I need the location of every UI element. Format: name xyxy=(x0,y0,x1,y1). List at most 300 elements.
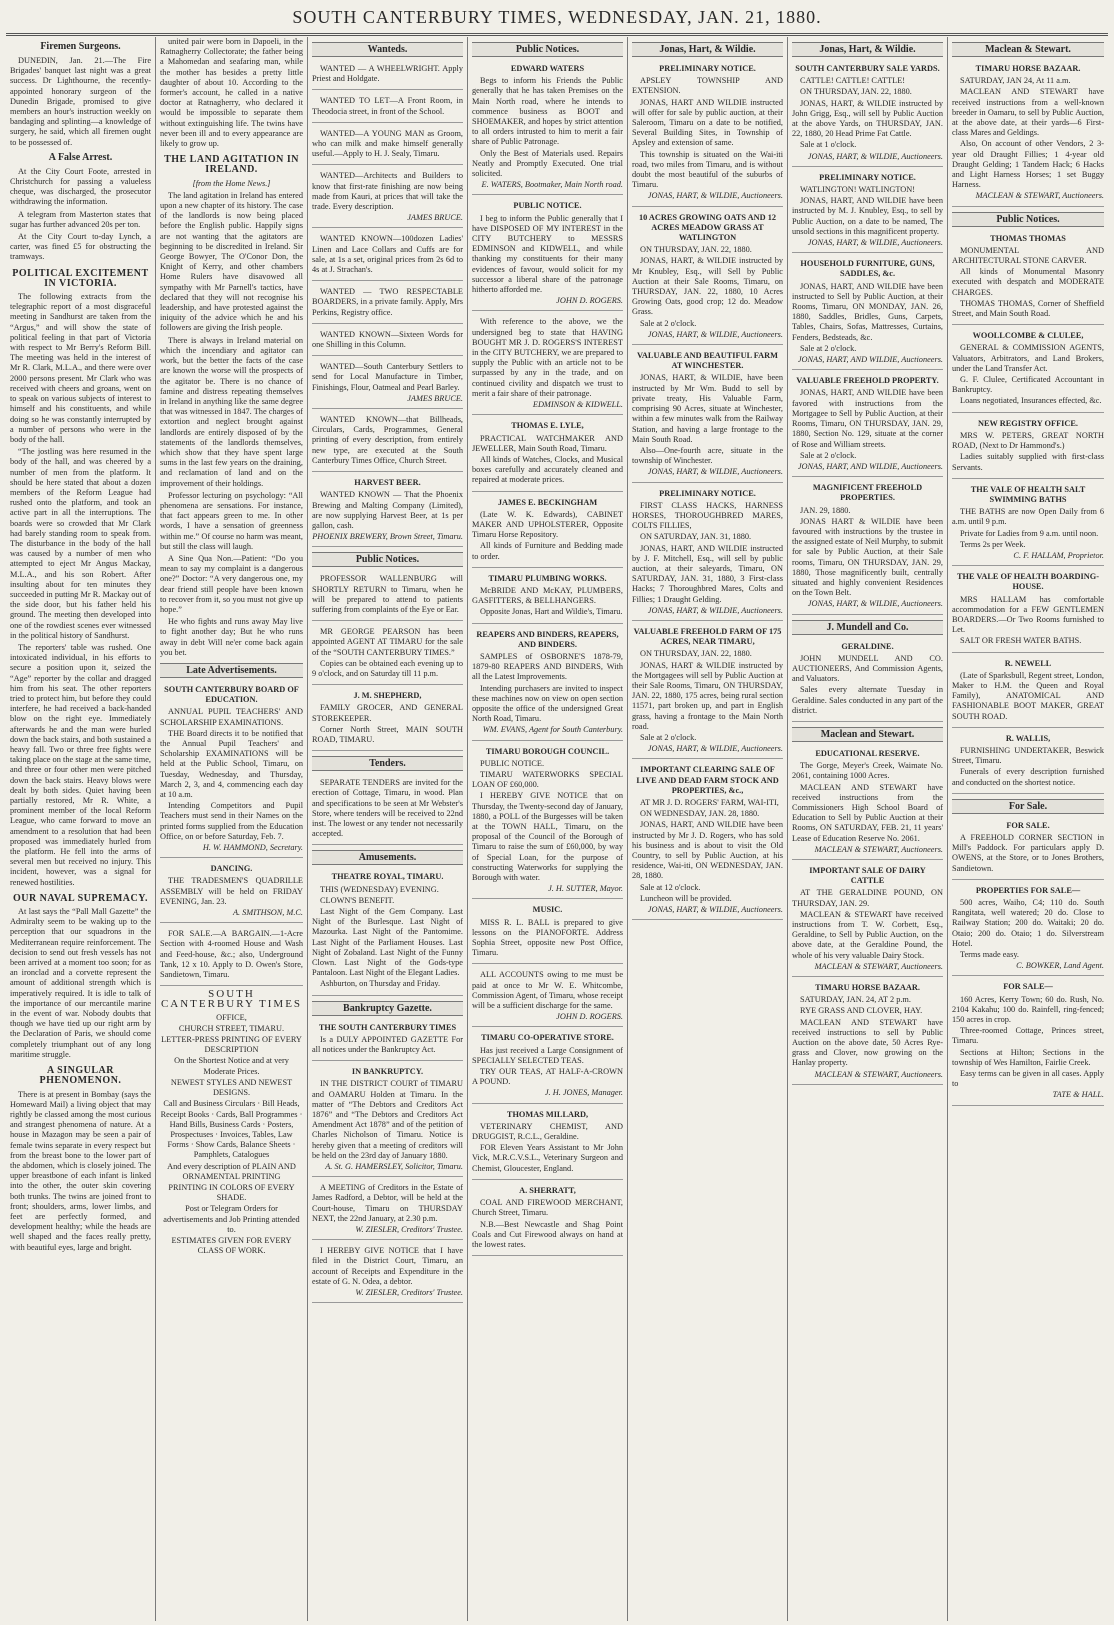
ad-body-text: Three-roomed Cottage, Princes street, Timaru. xyxy=(952,1026,1104,1046)
column-7 xyxy=(948,37,1108,1621)
ad-body-text: RYE GRASS AND CLOVER, HAY. xyxy=(800,1006,923,1016)
ad-body-text: ON WEDNESDAY, JAN. 28, 1880. xyxy=(640,809,760,819)
ad-body-text: Sales every alternate Tuesday in Geraldine. Sales conducted in any part of the district. xyxy=(792,685,943,715)
advertisement xyxy=(472,902,623,964)
ad-body-text: WANTED—South Canterbury Settlers to send for Local Manufacture in Timber, Finishings, Flour, Oatmeal and Pearl Barley. xyxy=(312,362,463,392)
section-header: Amusements. xyxy=(312,850,463,865)
ad-body-text: Copies can be obtained each evening up to 9 o'clock, and on Saturday till 11 p.m. xyxy=(312,658,463,678)
ad-title: JAMES E. BECKINGHAM xyxy=(497,497,598,507)
ad-body-text: TIMARU WATERWORKS SPECIAL LOAN OF £60,000. xyxy=(472,769,623,790)
ad-body-text: COAL AND FIREWOOD MERCHANT, Church Street, Timaru. xyxy=(472,1198,623,1218)
column-4 xyxy=(468,37,628,1621)
ad-body-text: Is a DULY APPOINTED GAZETTE For all notices under the Bankruptcy Act. xyxy=(312,1034,463,1055)
ad-signature: A. St. G. HAMERSLEY, Solicitor, Timaru. xyxy=(325,1162,463,1172)
ad-signature: J. H. SUTTER, Mayor. xyxy=(548,884,623,894)
ad-title: PRELIMINARY NOTICE. xyxy=(819,172,916,182)
column-6 xyxy=(788,37,948,1621)
ad-body-text: WANTED—Architects and Builders to know that first-rate finishing are now being made from Kauri, at prices that will take the trade. Every description. xyxy=(312,171,463,212)
advertisement xyxy=(160,861,303,923)
ad-body-text: 500 acres, Waiho, C4; 110 do. South Rangitata, well watered; 20 do. Close to Railway Station; 200 do. Waitaki; 20 do. Otaio; 200 do. Otaio; 1 do. Silverstream Hotel. xyxy=(952,898,1104,948)
ad-body-text: MACLEAN AND STEWART have received instructions from a well-known breeder in Oamaru, to sell by Public Auction, at the above date, at their yards—6 First-class Mares and Geldings. xyxy=(952,87,1104,138)
ad-body-text: Sections at Hilton; Sections in the township of Wes Hamilton, Fairlie Creek. xyxy=(952,1047,1104,1067)
advertisement xyxy=(472,418,623,491)
ad-body-text: Ladies suitably supplied with first-class Servants. xyxy=(952,452,1104,472)
ad-body-text: JONAS, HART, AND WILDIE have been instructed by M. J. Knubley, Esq., to sell by Public Auction, on a date to be named, The unsold sections in this magnificent property. xyxy=(792,196,943,236)
ad-title: WOOLLCOMBE & CLULEE, xyxy=(972,331,1084,341)
section-header: J. Mundell and Co. xyxy=(792,620,943,635)
ad-body-text: FIRST CLASS HACKS, HARNESS HORSES, THOROUGHBRED MARES, COLTS FILLIES, xyxy=(632,500,783,531)
ad-title: MUSIC. xyxy=(532,905,563,915)
ad-body-text: With reference to the above, we the undersigned beg to state that HAVING BOUGHT MR J. D. ROGERS'S INTEREST in the CITY BUTCHERY, we are prepared to supply the Public with an article not to be surpassed by any in the trade, and on continued civility and dispatch we trust to merit a fair share of their patronage. xyxy=(472,317,623,398)
ad-body-text: WATLINGTON! WATLINGTON! xyxy=(800,185,915,195)
advertisement xyxy=(632,762,783,920)
section-header: Tenders. xyxy=(312,756,463,771)
advertisement xyxy=(472,744,623,900)
ad-body-text: Corner North Street, MAIN SOUTH ROAD, TIMARU. xyxy=(312,724,463,744)
advertisement xyxy=(472,495,623,568)
ad-body-text: CATTLE! CATTLE! CATTLE! xyxy=(800,76,906,86)
centered-line: On the Shortest Notice and at very Moderate Prices. xyxy=(174,1056,289,1076)
ad-body-text: Terms made easy. xyxy=(960,950,1020,960)
masthead-rule xyxy=(6,33,1108,34)
ad-body-text: A MEETING of Creditors in the Estate of James Radford, a Debtor, will be held at the Court-house, Timaru on THURSDAY NEXT, the 22nd January, at 2.30 p.m. xyxy=(312,1183,463,1223)
article-paragraph: The land agitation in Ireland has entered upon a new chapter of its history. The case of the landlords is now being placed before the English public. Happily signs are not wanting that the agitators are beginning to be discredited in Ireland. Sir George Bowyer, The O'Conor Don, the Knight of Kerry, and other chambers Home Rulers have disavowed all sympathy with Mr Parnell's tactics, have declared that they will not recognise his leadership, and have protested against the iniquity of the advice which he and his followers are giving the Irish people. xyxy=(160,190,303,333)
advertisement xyxy=(312,284,463,324)
advertisement xyxy=(312,475,463,547)
article-headline: POLITICAL EXCITEMENT IN VICTORIA. xyxy=(12,267,149,289)
ad-body-text: All kinds of Furniture and Bedding made to order. xyxy=(472,541,623,561)
ad-signature: JONAS, HART, & WILDIE, Auctioneers. xyxy=(807,151,943,161)
advertisement xyxy=(312,1020,463,1062)
ad-title: THE VALE OF HEALTH BOARDING-HOUSE. xyxy=(956,572,1099,592)
ad-body-text: This township is situated on the Wai-iti road, two miles from Timaru, and is without doubt the most beautiful of the suburbs of Timaru. xyxy=(632,149,783,190)
ad-body-text: IN THE DISTRICT COURT of TIMARU and OAMARU Holden at Timaru. In the matter of “The Debtors and Creditors Act 1876” and “The Debtors and Creditors Act Amendment Act 1878” and of the petition of Charles Nicholson of Timaru. Notice is hereby given that a meeting of creditors will be held on the 23rd day of January 1880. xyxy=(312,1079,463,1160)
ad-body-text: MACLEAN AND STEWART have received instructions from the Commissioners High School Board of Education to Sell by Public Auction at their Rooms, ON SATURDAY, FEB. 21, 11 years' Lease of Education Reserve No. 2061. xyxy=(792,782,943,843)
ad-body-text: Begs to inform his Friends the Public generally that he has taken Premises on the Main North road, where he intends to commence business as BOOT and SHOEMAKER, and hopes by strict attention to all orders intrusted to him to merit a fair share of Public Patronage. xyxy=(472,76,623,147)
advertisement xyxy=(472,1107,623,1180)
advertisement xyxy=(472,1030,623,1103)
ad-title: PROPERTIES FOR SALE— xyxy=(975,885,1081,895)
ad-title: R. NEWELL xyxy=(1004,658,1052,668)
advertisement xyxy=(952,231,1104,326)
column-2 xyxy=(156,37,308,1621)
ad-title: THE VALE OF HEALTH SALT SWIMMING BATHS xyxy=(970,484,1086,504)
ad-title: J. M. SHEPHERD, xyxy=(353,691,422,701)
ad-body-text: Only the Best of Materials used. Repairs Neatly and Promptly Executed. One trial solicited. xyxy=(472,148,623,179)
ad-title: PRELIMINARY NOTICE. xyxy=(659,488,756,498)
ad-body-text: JONAS, HART, & WILDIE instructed by John Grigg, Esq., will sell by Public Auction at the above Yards, on THURSDAY, JAN. 22, 1880, 20 Head Prime Fat Cattle. xyxy=(792,98,943,139)
ad-title: PRELIMINARY NOTICE. xyxy=(659,64,756,73)
ad-signature: JOHN D. ROGERS. xyxy=(556,1012,623,1022)
advertisement xyxy=(792,980,943,1085)
column-5 xyxy=(628,37,788,1621)
ad-signature: EDMINSON & KIDWELL. xyxy=(532,400,623,410)
ad-title: THE SOUTH CANTERBURY TIMES xyxy=(318,1022,457,1032)
advertisement xyxy=(312,231,463,281)
advertisement xyxy=(632,348,783,482)
ad-body-text: Private for Ladies from 9 a.m. until noon. xyxy=(960,528,1099,538)
advertisement xyxy=(952,883,1104,977)
ad-body-text: Loans negotiated, Insurances effected, &c. xyxy=(960,396,1102,406)
ad-body-text: JONAS, HART, AND WILDIE have been instructed to Sell by Public Auction, at their Rooms, Timaru, ON MONDAY, JAN. 26, 1880, Saddles, Bridles, Guns, Carpets, Tables, Chairs, Sofas, Mattresses, Curtains, Fenders, Bedsteads, &c. xyxy=(792,281,943,342)
advertisement xyxy=(952,482,1104,566)
ad-body-text: WANTED KNOWN—100dozen Ladies' Linen and Lace Collars and Cuffs are for sale, at 1s a set, original prices from 2s 6d to 4s at J. Strachan's. xyxy=(312,234,463,275)
ad-body-text: Intending purchasers are invited to inspect these machines now on view on open section opposite the office of the undersigned Great North Road, Timaru. xyxy=(472,683,623,724)
ad-body-text: N.B.—Best Newcastle and Shag Point Coals and Cut Firewood always on hand at the lowest rates. xyxy=(472,1219,623,1249)
column-1 xyxy=(6,37,156,1621)
ad-body-text: PUBLIC NOTICE. xyxy=(480,758,545,768)
article-paragraph: united pair were born in Dapoeli, in the Ratnagherry Collectorate; the father being a Mahomedan and seafaring man, while the mother has besides a pretty little daughter of about 10. According to the former's account, he called in a native doctor at Ratnagherry, who declared it would be impossible to separate them without extinguishing life. The twins have never been ill and to every appearance are likely to grow up. xyxy=(160,37,303,149)
ad-body-text: SALT OR FRESH WATER BATHS. xyxy=(960,636,1082,646)
ad-body-text: Terms 2s per Week. xyxy=(960,539,1026,549)
ad-signature: JAMES BRUCE. xyxy=(407,213,463,223)
ad-body-text: Luncheon will be provided. xyxy=(640,893,732,903)
ad-title: MAGNIFICENT FREEHOLD PROPERTIES. xyxy=(812,483,923,503)
article-paragraph: Professor lecturing on psychology: “All phenomena are sensations. For instance, that fact appears green to me. In other words, I have a sensation of greenness within me.” Of course no harm was meant, but still the class will laugh. xyxy=(160,490,303,551)
ad-body-text: MACLEAN & STEWART have received instructions from T. W. Corbett, Esq., Geraldine, to Sell by Public Auction, on the above date, at the Geraldine Pound, the whole of his very valuable Dairy Stock. xyxy=(792,909,943,960)
ad-signature: JONAS, HART, & WILDIE, Auctioneers. xyxy=(807,599,943,609)
centered-line: CHURCH STREET, TIMARU. xyxy=(178,1023,285,1033)
ad-body-text: WANTED KNOWN—that Billheads, Circulars, Cards, Programmes, General printing of every description, from entirely new type, are executed at the South Canterbury Times Office, Church Street. xyxy=(312,415,463,465)
ad-title: IMPORTANT CLEARING SALE OF LIVE AND DEAD FARM STOCK AND PROPERTIES, &c., xyxy=(636,765,779,795)
ad-signature: MACLEAN & STEWART, Auctioneers. xyxy=(814,1069,943,1079)
ad-title: R. WALLIS, xyxy=(1005,733,1051,743)
ad-body-text: ON THURSDAY, JAN. 22, 1880. xyxy=(640,245,752,255)
ad-body-text: WANTED—A YOUNG MAN as Groom, who can milk and make himself generally useful.—Apply to H. J. Sealy, Timaru. xyxy=(312,128,463,159)
ad-body-text: Easy terms can be given in all cases. Apply to xyxy=(952,1069,1104,1089)
ad-body-text: G. F. Clulee, Certificated Accountant in Bankruptcy. xyxy=(952,375,1104,395)
ad-signature: JONAS, HART, & WILDIE, Auctioneers. xyxy=(647,191,783,201)
ad-body-text: Sale at 12 o'clock. xyxy=(640,882,701,892)
ad-title: TIMARU PLUMBING WORKS. xyxy=(488,573,607,583)
section-header: Late Advertisements. xyxy=(160,663,303,678)
ad-body-text: MR GEORGE PEARSON has been appointed AGENT AT TIMARU for the sale of the “SOUTH CANTERBURY TIMES.” xyxy=(312,627,463,657)
ad-signature: WM. EVANS, Agent for South Canterbury. xyxy=(482,725,623,735)
advertisement xyxy=(792,170,943,253)
centered-line: NEWEST STYLES AND NEWEST DESIGNS. xyxy=(170,1077,293,1098)
ad-title: NEW REGISTRY OFFICE. xyxy=(978,418,1078,428)
ad-body-text: WANTED — TWO RESPECTABLE BOARDERS, in a private family. Apply, Mrs Perkins, Registry office. xyxy=(312,287,463,317)
ad-body-text: GENERAL & COMMISSION AGENTS, Valuators, Arbitrators, and Land Brokers, under the Land Transfer Act. xyxy=(952,343,1104,373)
advertisement xyxy=(792,863,943,977)
ad-body-text: Also, On account of other Vendors, 2 3-year old Draught Fillies; 1 4-year old Draught Gelding; 1 Tandem Hack; 6 Hacks and Light Harness Horses; 1 set Buggy Harness. xyxy=(952,139,1104,190)
article-paragraph: A telegram from Masterton states that sugar has further advanced 20s per ton. xyxy=(10,209,151,229)
ad-signature: JONAS, HART, & WILDIE, Auctioneers. xyxy=(647,329,783,339)
ad-title: TIMARU CO-OPERATIVE STORE. xyxy=(481,1033,614,1043)
ad-title: REAPERS AND BINDERS, REAPERS, AND BINDERS. xyxy=(476,629,619,649)
ad-body-text: AT MR J. D. ROGERS' FARM, WAI-ITI, xyxy=(640,798,779,807)
advertisement xyxy=(472,967,623,1027)
ad-signature: MACLEAN & STEWART, Auctioneers. xyxy=(814,844,943,854)
advertisement xyxy=(312,775,463,845)
advertisement xyxy=(312,412,463,472)
ad-signature: J. H. JONES, Manager. xyxy=(544,1088,623,1098)
advertisement xyxy=(160,682,303,858)
section-header: Maclean & Stewart. xyxy=(952,42,1104,57)
ad-body-text: All kinds of Watches, Clocks, and Musical boxes carefully and accurately cleaned and repaired at moderate prices. xyxy=(472,454,623,485)
ad-body-text: A FREEHOLD CORNER SECTION in Mill's Paddock. For particulars apply D. OWENS, at the Store, or to Jones Brothers, Sandietown. xyxy=(952,832,1104,873)
ad-body-text: MRS HALLAM has comfortable accommodation for a FEW GENTLEMEN BOARDERS.—Or Two Rooms furnished to Let. xyxy=(952,594,1104,635)
advertisement xyxy=(472,61,623,195)
advertisement xyxy=(312,168,463,228)
ad-body-text: JONAS, HART, AND WILDIE instructed by J. F. Mitchell, Esq., will sell by public auction, at their saleyards, Timaru, ON SATURDAY, JAN. 31, 1880, 3 First-class Hacks; 7 Thoroughbred Mares, Colts and Fillies; 1 Draught Gelding. xyxy=(632,543,783,604)
ad-body-text: WANTED TO LET—A Front Room, in Theodocia street, in front of the School. xyxy=(312,96,463,116)
ad-body-text: Sale at 2 o'clock. xyxy=(640,732,697,742)
advertisement xyxy=(312,571,463,621)
section-header: Public Notices. xyxy=(952,212,1104,227)
ad-body-text: Last Night of the Gem Company. Last Night of the Burlesque. Last Night of Mazourka. Last Night of the Pantomime. Last Night of the Parliament Houses. Last Night of Zobaland. Last Night of the Funny Clown. Last Night of the Gods-type Pantaloon. Last Night of the Elegant Ladies. xyxy=(312,906,463,978)
section-header: Maclean and Stewart. xyxy=(792,727,943,742)
ad-body-text: ANNUAL PUPIL TEACHERS' AND SCHOLARSHIP EXAMINATIONS. xyxy=(160,707,303,727)
ad-body-text: ON THURSDAY, JAN. 22, 1880. xyxy=(640,649,752,659)
ad-signature: JONAS, HART, & WILDIE, Auctioneers. xyxy=(647,605,783,615)
advertisement xyxy=(312,1064,463,1177)
ad-signature: JOHN D. ROGERS. xyxy=(556,296,623,306)
ad-body-text: Has just received a Large Consignment of SPECIALLY SELECTED TEAS. xyxy=(472,1045,623,1065)
ad-body-text: Ashburton, on Thursday and Friday. xyxy=(320,979,441,989)
advertisement xyxy=(952,416,1104,479)
ad-body-text: Sale at 2 o'clock. xyxy=(800,343,857,353)
ad-title: THOMAS MILLARD, xyxy=(506,1109,589,1119)
ad-signature: JONAS, HART, AND WILDIE, Auctioneers. xyxy=(797,461,943,471)
ad-signature: TATE & HALL. xyxy=(1052,1090,1104,1100)
ad-body-text: PROFESSOR WALLENBURG will SHORTLY RETURN to Timaru, when he will be prepared to attend to patients suffering from complaints of the Eye or Ear. xyxy=(312,574,463,614)
ad-body-text: All kinds of Monumental Masonry executed with despatch and MODERATE CHARGES. xyxy=(952,267,1104,297)
ad-body-text: ALL ACCOUNTS owing to me must be paid at once to Mr W. E. Whitcombe, Commission Agent, of Timaru, whose receipt will be a sufficient discharge for the same. xyxy=(472,970,623,1011)
ad-title: SOUTH CANTERBURY BOARD OF EDUCATION. xyxy=(164,684,299,705)
ad-body-text: McBRIDE AND McKAY, PLUMBERS, GASFITTERS, & BELLHANGERS. xyxy=(472,585,623,606)
ad-title: FOR SALE. xyxy=(1006,820,1050,830)
article-headline: THE LAND AGITATION IN IRELAND. xyxy=(164,154,299,176)
ad-body-text: SEPARATE TENDERS are invited for the erection of Cottage, Timaru, in wood. Plan and specifications to be seen at Mr Webster's Store, where tenders will be received to 22nd inst. The lowest or any tender not necessarily accepted. xyxy=(312,778,463,839)
ad-body-text: Sale at 2 o'clock. xyxy=(800,450,857,460)
advertisement xyxy=(952,569,1104,652)
masthead: SOUTH CANTERBURY TIMES, WEDNESDAY, JAN. 21, 1880. xyxy=(292,7,822,27)
advertisement xyxy=(312,359,463,409)
centered-line: Post or Telegram Orders for advertisements and Job Printing attended to. xyxy=(163,1204,300,1234)
advertisement xyxy=(952,656,1104,728)
advertisement xyxy=(312,624,463,685)
advertisement xyxy=(312,1243,463,1303)
ad-body-text: PRACTICAL WATCHMAKER AND JEWELLER, Main South Road, Timaru. xyxy=(472,433,623,453)
article-paragraph: At the City Court Foote, arrested in Christchurch for passing a valueless cheque, was discharged, the prosecutor withdrawing the information. xyxy=(10,166,151,207)
display-title: SOUTH CANTERBURY TIMES xyxy=(160,988,303,1011)
ad-body-text: Funerals of every description furnished and conducted on the shortest notice. xyxy=(952,767,1104,787)
ad-body-text: JONAS HART & WILDIE have been favoured with instructions by the trustee in the assigned estate of Neil Murphy, to submit for sale by Public Auction, at their Sale rooms, Timaru, ON THURSDAY, JAN. 29, 1880, Those magnificently built, centrally situated and highly convenient Residences on the Town Belt. xyxy=(792,516,943,598)
advertisement xyxy=(792,480,943,614)
ad-signature: JONAS, HART, & WILDIE, Auctioneers. xyxy=(647,905,783,915)
article-paragraph: At the City Court to-day Lynch, a carter, was fined £5 for obstructing the tramways. xyxy=(10,232,151,262)
ad-title: PUBLIC NOTICE. xyxy=(513,201,582,211)
advertisement xyxy=(952,979,1104,1105)
ad-signature: MACLEAN & STEWART, Auctioneers. xyxy=(814,961,943,971)
section-header: Bankruptcy Gazette. xyxy=(312,1001,463,1016)
advertisement xyxy=(632,61,783,207)
ad-signature: PHOENIX BREWERY, Brown Street, Timaru. xyxy=(312,532,463,542)
advertisement xyxy=(312,688,463,751)
advertisement xyxy=(952,731,1104,794)
article-paragraph: DUNEDIN, Jan. 21.—The Fire Brigades' banquet last night was a great success. Dr Lighthourne, the recently-appointed honorary surgeon of the Dunedin Brigade, promised to give members an hour's instruction weekly on bandaging and splinting—a knowledge of surgery, he said, which all firemen ought to be possessed of. xyxy=(10,56,151,147)
columns-container xyxy=(6,37,1108,1621)
ad-body-text: JONAS, HART, AND WILDIE have been instructed by Mr J. D. Rogers, who has sold his business and is about to visit the Old Country, to sell by Public Auction, at his residence, Wai-iti, ON WEDNESDAY, JAN. 28, 1880. xyxy=(632,820,783,881)
section-header: For Sale. xyxy=(952,799,1104,814)
ad-signature: W. ZIESLER, Creditors' Trustee. xyxy=(355,1225,463,1235)
advertisement xyxy=(472,314,623,415)
ad-signature: JAMES BRUCE. xyxy=(407,393,463,403)
ad-body-text: Also—One-fourth acre, situate in the township of Winchester. xyxy=(632,445,783,466)
centered-line: LETTER-PRESS PRINTING OF EVERY DESCRIPTION xyxy=(161,1035,302,1055)
article-paragraph: The reporters' table was rushed. One intoxicated individual, in his efforts to secure a position upon it, seized the “Age” reporter by the collar and dragged him from his seat. The other reporters tried to protect him, but before they could interfere, he had received a back-handed blow on the right eye. Immediately afterwards he and the man were hurled down the back stairs, and both sustained a heavy fall. Two or three free fights were taking place on the stage at the same time, and three or four other men were pitched down the back stairs. Heavy blows were dealt by both sides. Quiet having been partially restored, Mr R. White, a prominent member of the local Reform League, who came forward to move an amendment to a resolution that had been proposed was immediately hurled from the platform. He fell into the arms of several men but received no injury. This incident, however, was a signal for renewed hostilities. xyxy=(10,642,151,887)
section-header: Jonas, Hart, & Wildie. xyxy=(632,42,783,57)
article-paragraph: There is at present in Bombay (says the Homeward Mail) a living object that may rightly be classed among the most curious and strangest phenomena of nature. At a house in Mazagon may be seen a pair of female twins separate in every respect but from the breast bone to the lower part of the abdomen, which is closely joined. The upper breastbone of each infant is linked into the other, the outer skin covering both trunks. The twins are joined front to front; shoulders, arms, lower limbs, and feet are perfectly formed, and development healthy; while the heads are well shaped and the faces really pretty, with beautiful eyes, large and bright. xyxy=(10,1089,151,1252)
advertisement xyxy=(792,373,943,477)
ad-signature: E. WATERS, Bootmaker, Main North road. xyxy=(481,180,623,190)
ad-body-text: I HEREBY GIVE NOTICE that I have filed in the District Court, Timaru, an account of Receipts and Expenditure in the estate of G. N. Odea, a debtor. xyxy=(312,1246,463,1286)
column-3 xyxy=(308,37,468,1621)
ad-title: TIMARU HORSE BAZAAR. xyxy=(815,983,920,993)
article-paragraph: A Sine Qua Non.—Patient: “Do you mean to say my complaint is a dangerous one?” Doctor: “A very dangerous one, my dear friend still people have been known to recover from it, so you must not give up hope.” xyxy=(160,553,303,614)
ad-title: THOMAS THOMAS xyxy=(990,233,1066,243)
ad-title: EDWARD WATERS xyxy=(510,64,585,73)
ad-signature: JONAS, HART, & WILDIE, Auctioneers. xyxy=(647,744,783,754)
centered-line: PRINTING IN COLORS OF EVERY SHADE. xyxy=(168,1182,295,1203)
ad-title: TIMARU BOROUGH COUNCIL. xyxy=(485,746,610,756)
ad-body-text: FOR SALE.—A BARGAIN.—1-Acre Section with 4-roomed House and Wash and Feed-house, &c.; also, Underground Tank, 12 x 10. Apply to D. Owen's Store, Sandietown, Timaru. xyxy=(160,929,303,980)
ad-body-text: Opposite Jonas, Hart and Wildie's, Timaru. xyxy=(480,607,623,617)
ad-title: A. SHERRATT, xyxy=(519,1185,576,1195)
ad-body-text: WANTED KNOWN—Sixteen Words for one Shilling in this Column. xyxy=(312,329,463,350)
ad-signature: JONAS, HART, & WILDIE, Auctioneers. xyxy=(647,467,783,477)
ad-title: TIMARU HORSE BAZAAR. xyxy=(975,64,1081,73)
advertisement xyxy=(472,627,623,741)
ad-body-text: FURNISHING UNDERTAKER, Beswick Street, Timaru. xyxy=(952,745,1104,766)
advertisement xyxy=(952,328,1104,412)
masthead-rule-2 xyxy=(6,35,1108,36)
article-paragraph: The following extracts from the telegraphic report of a most disgraceful meeting in Sandhurst are taken from the “Argus,” and will show the state of political feeling in that part of Victoria with respect to Mr Berry's Reform Bill. The meeting was held in the interest of Mr R. Clark, M.L.A., and there were over 2000 persons present. Mr Clark who was received with cheers and groans, went on to speak on various subjects of interest to himself and his constituents, and while doing so he was constantly interrupted by a number of persons who were in the body of the hall. xyxy=(10,292,151,444)
ad-title: HOUSEHOLD FURNITURE, GUNS, SADDLES, &c. xyxy=(800,259,935,279)
advertisement xyxy=(632,210,783,345)
advertisement xyxy=(472,1183,623,1256)
ad-title: 10 ACRES GROWING OATS AND 12 ACRES MEADOW GRASS AT WATLINGTON xyxy=(639,212,776,243)
ad-body-text: THIS (WEDNESDAY) EVENING. xyxy=(320,884,439,894)
ad-signature: MACLEAN & STEWART, Auctioneers. xyxy=(975,191,1104,201)
ad-signature: JONAS, HART, AND WILDIE, Auctioneers. xyxy=(797,355,943,365)
ad-title: VALUABLE FREEHOLD FARM OF 175 ACRES, NEAR TIMARU, xyxy=(633,626,782,647)
ad-body-text: THE BATHS are now Open Daily from 6 a.m. until 9 p.m. xyxy=(952,507,1104,527)
ad-body-text: WANTED KNOWN — That the Phoenix Brewing and Malting Company (Limited), are now supplying Harvest Beer, at 1s per gallon, cash. xyxy=(312,490,463,530)
ad-body-text: CLOWN'S BENEFIT. xyxy=(320,895,395,905)
ad-title: GERALDINE. xyxy=(841,641,894,651)
advertisement xyxy=(632,624,783,759)
ad-body-text: THE Board directs it to be notified that the Annual Pupil Teachers' and Scholarship EXAMINATIONS will be held at the Public School, Timaru, on Tuesday, Wednesday, and Thursday, March 2, 3, and 4, commencing each day at 10 a.m. xyxy=(160,728,303,800)
ad-title: HARVEST BEER. xyxy=(354,478,421,488)
news-headline: A False Arrest. xyxy=(48,151,113,163)
advertisement xyxy=(312,61,463,90)
section-header: Public Notices. xyxy=(472,42,623,57)
ad-body-text: JONAS, HART & WILDIE instructed by the Mortgagees will sell by Public Auction at their Sale Rooms, Timaru, ON THURSDAY, JAN. 22, 1880, 175 acres, being rural section 11571, part broken up, and part in English grass, having a frontage to the Main North road. xyxy=(632,660,783,731)
centered-line: OFFICE, xyxy=(216,1012,247,1022)
advertisement xyxy=(952,818,1104,880)
ad-body-text: JOHN MUNDELL AND CO. AUCTIONEERS, And Commission Agents, and Valuators. xyxy=(792,653,943,684)
ad-body-text: MONUMENTAL AND ARCHITECTURAL STONE CARVER. xyxy=(952,245,1104,266)
ad-title: IN BANKRUPTCY. xyxy=(351,1067,424,1077)
ad-body-text: Sale at 2 o'clock. xyxy=(640,318,697,328)
section-header: Wanteds. xyxy=(312,42,463,57)
advertisement xyxy=(160,926,303,986)
news-headline: Firemen Surgeons. xyxy=(40,41,121,52)
centered-line: ESTIMATES GIVEN FOR EVERY CLASS OF WORK. xyxy=(171,1235,292,1256)
ad-body-text: SATURDAY, JAN. 24, AT 2 p.m. xyxy=(800,995,911,1005)
article-paragraph: “The jostling was here resumed in the body of the hall, and was cheered by a number of men from the platform. It should be here stated that about a dozen members of the Reform League had rushed onto the platform, and took an active part in all the interruptions. The boards were so crowded that Mr Clark had barely standing room to speak from. The disturbance in the body of the hall was caused by a number of men who attempted to eject Mr Angus Mackay, M.L.A., and his son Robert. After insulting about for ten minutes they succeeded in putting Mr R. Mackay out of the side door, but his father held his ground. The meeting then developed into one of the rowdiest scenes ever witnessed in the political history of Sandhurst. xyxy=(10,447,151,640)
centered-line: Call and Business Circulars · Bill Heads, Receipt Books · Cards, Ball Programmes · Hand Bills, Business Cards · Posters, Prospectuses · Invoices, Tables, Law Forms · Show Cards, Balance Sheets · Pamphlets, Catalogues xyxy=(160,1099,303,1160)
ad-body-text: WANTED — A WHEELWRIGHT. Apply Priest and Holdgate. xyxy=(312,64,463,84)
advertisement xyxy=(472,571,623,624)
ad-signature: C. BOWKER, Land Agent. xyxy=(1016,961,1104,971)
ad-title: FOR SALE— xyxy=(1003,982,1053,992)
article-paragraph: There is always in Ireland material on which the incendiary and agitator can work, but the better the facts of the case are known the worse will the prospects of the agitator be. There is no chance of famine and distress repeating themselves in Ireland in anything like the same degree that was witnessed in 1847. The charges of extortion and neglect brought against landlords are entirely disposed of by the statements of the landlords themselves, which show that they have spent large sums in the last few years on the draining, and reclamation of land and on the improvement of their holdings. xyxy=(160,335,303,488)
article-headline: A SINGULAR PHENOMENON. xyxy=(39,1065,122,1087)
ad-signature: H. W. HAMMOND, Secretary. xyxy=(202,843,303,853)
ad-body-text: THE TRADESMEN'S QUADRILLE ASSEMBLY will be held on FRIDAY EVENING, Jan. 23. xyxy=(160,876,303,906)
ad-body-text: I HEREBY GIVE NOTICE that on Thursday, the Twenty-second day of January, 1880, a POLL of the Burgesses will be taken at the TOWN HALL, Timaru, on the proposal of the Council of the Borough of Timaru to raise the sum of £60,000, by way of Special Loan, for the purpose of constructing Waterworks for supplying the Borough with water. xyxy=(472,791,623,883)
article-headline: OUR NAVAL SUPREMACY. xyxy=(12,892,149,904)
ad-body-text: SAMPLES of OSBORNE'S 1878-79, 1879-80 REAPERS AND BINDERS, With all the Latest Improvements. xyxy=(472,651,623,682)
advertisement xyxy=(312,126,463,166)
ad-body-text: JONAS, HART, & WILDIE, have been instructed by Mr Wm. Budd to sell by private treaty, His Valuable Farm, comprising 90 Acres, situate at Winchester, within a few minutes walk from the Railway Station, and having a large frontage to the Main South Road. xyxy=(632,373,783,444)
advertisement xyxy=(792,746,943,860)
ad-title: IMPORTANT SALE OF DAIRY CATTLE xyxy=(809,866,926,886)
article-paragraph: At last says the “Pall Mall Gazette” the Admiralty seem to be waking up to the perception that our squadrons in the Mediterranean require reinforcement. The decision to send out fresh vessels has not been arrived at a moment too soon; for as an ironclad and a corvette represent the amount of additional strength which is imperatively required. It is idle to talk of the importance of our mercantile marine in the event of war. Nobody doubts that though we have tied up our right arm by the Declaration of Paris, we should come completely triumphant out of any long maritime struggle. xyxy=(10,907,151,1059)
ad-title: SOUTH CANTERBURY SALE YARDS. xyxy=(795,64,940,73)
ad-body-text: (Late W. K. Edwards), CABINET MAKER AND UPHOLSTERER, Opposite Timaru Horse Repository. xyxy=(472,509,623,540)
ad-body-text: 160 Acres, Kerry Town; 60 do. Rush, No. 2104 Kakahu; 100 do. Rainfell, ring-fenced; 150 acres in crop. xyxy=(952,994,1104,1025)
ad-body-text: APSLEY TOWNSHIP AND EXTENSION. xyxy=(632,76,783,96)
ad-body-text: JONAS, HART, AND WILDIE have been favored with instructions from the Mortgagee to Sell by Public Auction, at their Rooms, Timaru, ON THURSDAY, JAN. 29, 1880, Section No. 129, situate at the corner of Rose and William streets. xyxy=(792,388,943,449)
advertisement xyxy=(312,327,463,356)
ad-body-text: MACLEAN AND STEWART have received instructions to sell by Public Auction on the above date, 50 Acres Rye-grass and Clover, now growing on the Hanlay property. xyxy=(792,1017,943,1068)
ad-body-text: ON SATURDAY, JAN. 31, 1880. xyxy=(640,532,752,542)
ad-body-text: TRY OUR TEAS, AT HALF-A-CROWN A POUND. xyxy=(472,1067,623,1087)
section-header: Public Notices. xyxy=(312,552,463,567)
advertisement xyxy=(632,486,783,621)
ad-body-text: JONAS, HART AND WILDIE instructed will offer for sale by public auction, at their Saleroom, Timaru on a date to be notified, Several Building Sites, in Township of Apsley and extension of same. xyxy=(632,97,783,148)
ad-title: EDUCATIONAL RESERVE. xyxy=(815,748,920,758)
ad-signature: W. ZIESLER, Creditors' Trustee. xyxy=(355,1288,463,1298)
ad-title: THOMAS E. LYLE, xyxy=(511,421,584,431)
ad-body-text: MRS W. PETERS, GREAT NORTH ROAD, (Next to Dr Hammond's.) xyxy=(952,430,1104,451)
ad-body-text: I beg to inform the Public generally that I have DISPOSED OF MY INTEREST in the CITY BUTCHERY to MESSRS EDMINSON and KIDWELL, and while thanking my constituents for their many evidences of favour, would solicit for my successor a liberal share of the patronage hitherto afforded me. xyxy=(472,213,623,295)
ad-signature: A. SMITHSON, M.C. xyxy=(232,908,303,918)
advertisement xyxy=(312,869,463,995)
ad-body-text: THOMAS THOMAS, Corner of Sheffield Street, and Main South Road. xyxy=(952,298,1104,319)
advertisement xyxy=(792,639,943,722)
ad-signature: JONAS, HART, & WILDIE, Auctioneers. xyxy=(807,238,943,248)
ad-title: VALUABLE FREEHOLD PROPERTY. xyxy=(796,376,939,386)
section-header: Jonas, Hart, & Wildie. xyxy=(792,42,943,57)
article-paragraph: He who fights and runs away May live to fight another day; But he who runs away in debt Will ne'er come back again you bet. xyxy=(160,617,303,657)
ad-title: DANCING. xyxy=(210,864,253,874)
ad-body-text: JAN. 29, 1880. xyxy=(800,505,851,515)
ad-body-text: VETERINARY CHEMIST, AND DRUGGIST, R.C.L., Geraldine. xyxy=(472,1121,623,1142)
advertisement xyxy=(472,198,623,311)
ad-body-text: The Gorge, Meyer's Creek, Waimate No. 2061, containing 1000 Acres. xyxy=(792,761,943,781)
ad-body-text: Intending Competitors and Pupil Teachers must send in their Names on the printed forms supplied from the Education Office, on or before Saturday, Feb. 7. xyxy=(160,801,303,841)
ad-body-text: JONAS, HART, & WILDIE instructed by Mr Knubley, Esq., will Sell by Public Auction at their Sale Rooms, Timaru, on THURSDAY, JAN. 22, 1880, 10 Acres Growing Oats, good crop; 12 do. Meadow Grass. xyxy=(632,256,783,317)
ad-body-text: MISS R. L. BALL is prepared to give lessons on the PIANOFORTE. Address Sophia Street, opposite new Post Office, Timaru. xyxy=(472,917,623,958)
advertisement xyxy=(792,256,943,370)
centered-line: And every description of PLAIN AND ORNAMENTAL PRINTING xyxy=(167,1161,296,1181)
ad-title: THEATRE ROYAL, TIMARU. xyxy=(331,872,444,882)
